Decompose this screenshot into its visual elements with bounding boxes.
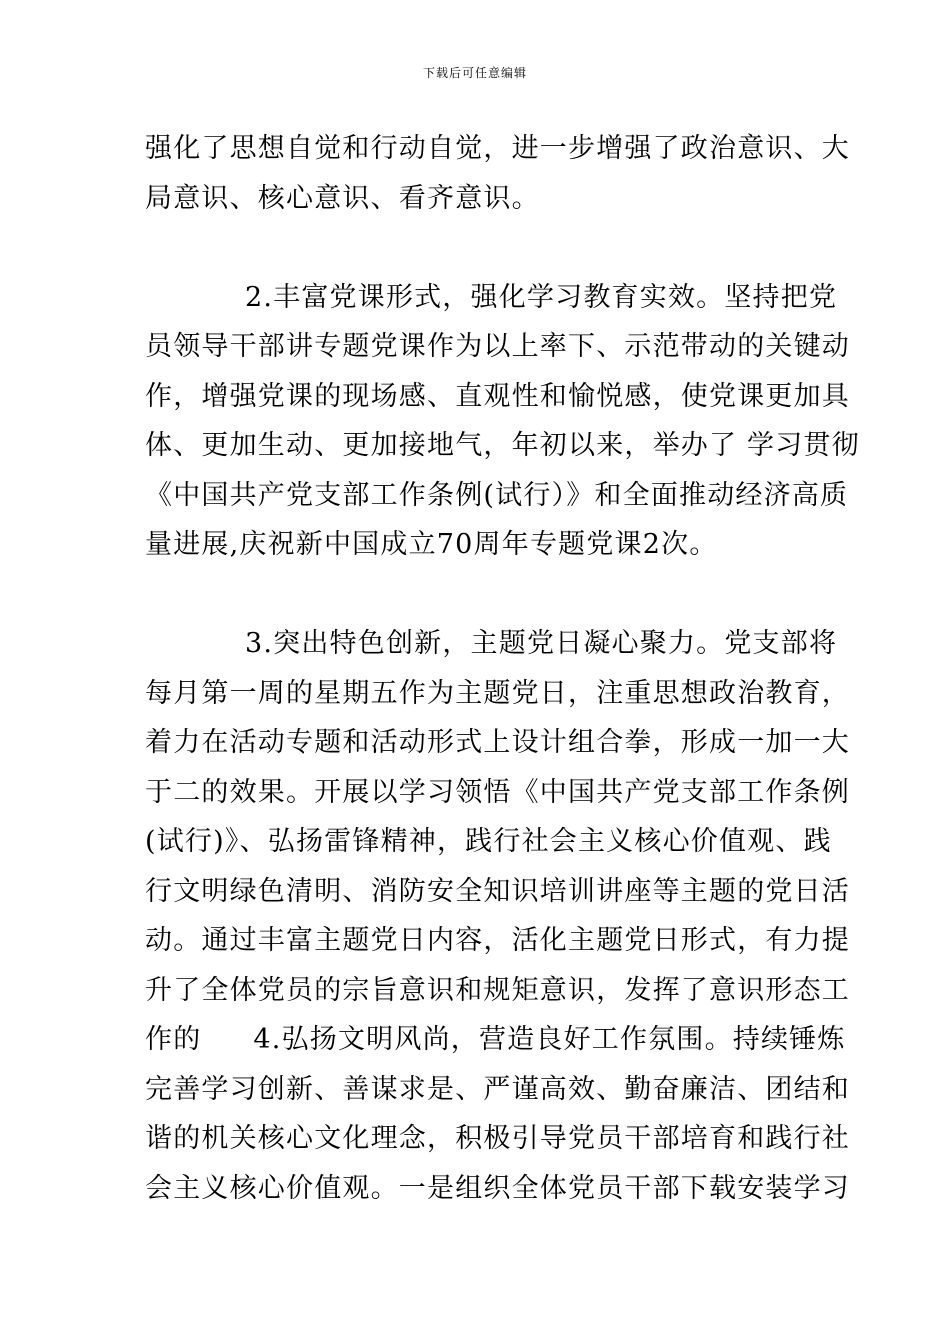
text-line: 作，增强党课的现场感、直观性和愉悦感，使党课更加具	[145, 380, 850, 412]
paragraph-spacer	[145, 223, 810, 273]
text-fragment: 作的	[145, 1024, 202, 1055]
paragraph-spacer	[145, 570, 810, 620]
text-line: 动。通过丰富主题党日内容，活化主题党日形式，有力提	[145, 925, 850, 956]
text-line: 每月第一周的星期五作为主题党日，注重思想政治教育，	[145, 677, 850, 709]
page-header: 下载后可任意编辑	[422, 66, 527, 80]
text-line: 强化了思想自觉和行动自觉，进一步增强了政治意识、大	[145, 133, 850, 164]
text-line: 员领导干部讲专题党课作为以上率下、示范带动的关键动	[145, 331, 850, 362]
paragraph-3	[145, 619, 850, 1213]
text-line: 行文明绿色清明、消防安全知识培训讲座等主题的党日活	[145, 875, 850, 907]
text-line: 体、更加生动、更加接地气，年初以来，举办了 学习贯彻	[145, 430, 860, 461]
paragraph-2	[145, 273, 860, 570]
text-line: 局意识、核心意识、看齐意识。	[145, 182, 540, 214]
text-line: 会主义核心价值观。一是组织全体党员干部下载安装学习	[145, 1172, 850, 1204]
text-line-split	[145, 1015, 846, 1065]
paragraph-1	[145, 124, 850, 223]
text-line: 量进展,庆祝新中国成立70周年专题党课2次。	[145, 529, 718, 560]
text-line: 于二的效果。开展以学习领悟《中国共产党支部工作条例	[145, 776, 850, 808]
text-line: 完善学习创新、善谋求是、严谨高效、勤奋廉洁、团结和	[145, 1073, 850, 1105]
text-line: 升了全体党员的宗旨意识和规矩意识，发挥了意识形态工	[145, 974, 850, 1006]
text-line: 《中国共产党支部工作条例(试行）》和全面推动经济高质	[145, 479, 849, 511]
text-line: 谐的机关核心文化理念，积极引导党员干部培育和践行社	[145, 1123, 850, 1154]
text-line: 3.突出特色创新，主题党日凝心聚力。党支部将	[245, 628, 838, 659]
document-body	[145, 124, 860, 1213]
text-line: 2.丰富党课形式，强化学习教育实效。坚持把党	[245, 281, 838, 313]
text-fragment: 4.弘扬文明风尚，营造良好工作氛围。持续锤炼	[253, 1024, 846, 1055]
text-line: 着力在活动专题和活动形式上设计组合拳，形成一加一大	[145, 727, 850, 758]
text-line: (试行)》、弘扬雷锋精神，践行社会主义核心价值观、践	[145, 826, 832, 857]
